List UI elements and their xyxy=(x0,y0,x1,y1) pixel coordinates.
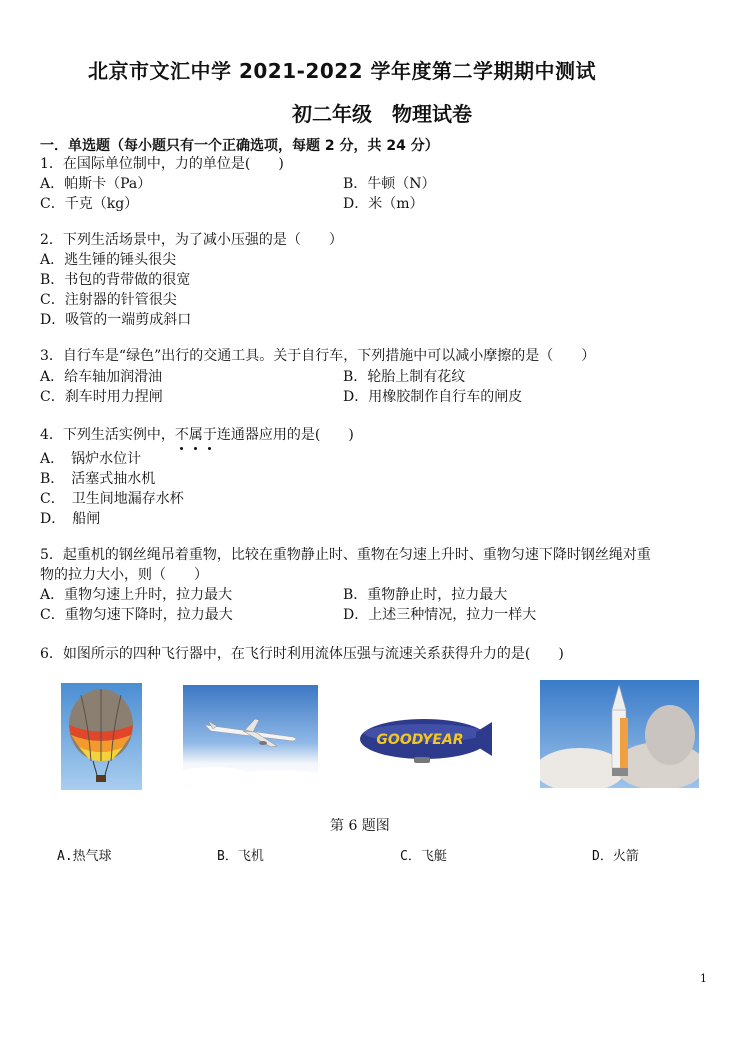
q2-option-a: A．逃生锤的锤头很尖 xyxy=(40,252,177,268)
q4-stem-post: 连通器应用的是( ) xyxy=(216,427,354,443)
q1-option-c: C．千克（kg） xyxy=(40,196,139,212)
q3-option-c: C．刹车时用力捏闸 xyxy=(40,389,163,405)
q1-stem: 1．在国际单位制中，力的单位是( ) xyxy=(40,156,284,172)
q1-option-b: B．牛顿（N） xyxy=(343,176,436,192)
q2-stem: 2．下列生活场景中，为了减小压强的是（ ） xyxy=(40,232,343,248)
q4-option-a: A． 锅炉水位计 xyxy=(40,451,142,467)
q5-option-d: D．上述三种情况，拉力一样大 xyxy=(343,607,537,623)
blimp-logo-text: GOODYEAR xyxy=(376,732,464,748)
q4-option-c: C． 卫生间地漏存水杯 xyxy=(40,491,184,507)
rocket-image xyxy=(540,680,699,788)
exam-title: 北京市文汇中学 2021-2022 学年度第二学期期中测试 xyxy=(88,59,597,83)
q5-option-b: B．重物静止时，拉力最大 xyxy=(343,587,508,603)
q4-stem xyxy=(40,426,354,444)
blimp-image xyxy=(352,702,517,790)
hot-air-balloon-image xyxy=(61,683,142,790)
q4-emphasis-char: 属 xyxy=(189,427,203,443)
q3-stem: 3．自行车是“绿色”出行的交通工具。关于自行车，下列措施中可以减小摩擦的是（ ） xyxy=(40,348,596,364)
q2-option-c: C．注射器的针管很尖 xyxy=(40,292,177,308)
airplane-image xyxy=(183,685,318,790)
q6-option-c: C．飞艇 xyxy=(400,849,447,864)
q1-option-d: D．米（m） xyxy=(343,196,424,212)
q3-option-a: A．给车轴加润滑油 xyxy=(40,369,163,385)
q4-stem-pre: 4．下列生活实例中， xyxy=(40,427,175,443)
exam-subtitle: 初二年级 物理试卷 xyxy=(292,102,472,126)
q4-emphasis-char: 不 xyxy=(175,427,189,443)
q4-emphasis-char: 于 xyxy=(203,427,217,443)
q6-option-a: A.热气球 xyxy=(57,849,112,864)
q5-option-a: A．重物匀速上升时，拉力最大 xyxy=(40,587,233,603)
page-number: 1 xyxy=(700,972,707,985)
q2-option-d: D．吸管的一端剪成斜口 xyxy=(40,312,192,328)
figure-caption: 第 6 题图 xyxy=(330,818,390,834)
q5-option-c: C．重物匀速下降时，拉力最大 xyxy=(40,607,233,623)
q6-option-d: D．火箭 xyxy=(592,849,639,864)
q3-option-d: D．用橡胶制作自行车的闸皮 xyxy=(343,389,523,405)
q5-stem-line2: 物的拉力大小，则（ ） xyxy=(40,567,208,583)
q5-stem-line1: 5．起重机的钢丝绳吊着重物，比较在重物静止时、重物在匀速上升时、重物匀速下降时钢丝绳对重 xyxy=(40,547,651,563)
q2-option-b: B．书包的背带做的很宽 xyxy=(40,272,191,288)
q1-option-a: A．帕斯卡（Pa） xyxy=(40,176,152,192)
section-heading: 一．单选题（每小题只有一个正确选项，每题 2 分，共 24 分） xyxy=(40,138,439,154)
q4-option-d: D． 船闸 xyxy=(40,511,101,527)
q6-stem: 6．如图所示的四种飞行器中，在飞行时利用流体压强与流速关系获得升力的是( ) xyxy=(40,646,564,662)
q3-option-b: B．轮胎上制有花纹 xyxy=(343,369,466,385)
q4-option-b: B． 活塞式抽水机 xyxy=(40,471,156,487)
q6-option-b: B．飞机 xyxy=(217,849,264,864)
